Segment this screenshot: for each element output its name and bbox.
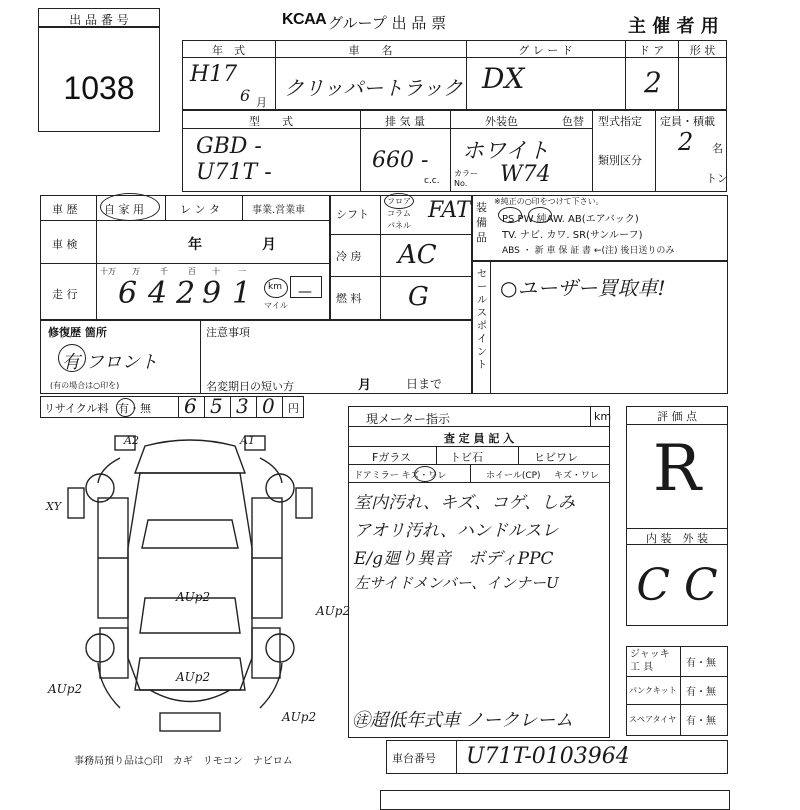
displacement-label: 排 気 量 — [385, 115, 425, 128]
month-unit: 月 — [256, 96, 267, 109]
grade-value: DX — [482, 62, 525, 95]
damage-mark: A2 — [124, 434, 139, 447]
shape-label: 形 状 — [689, 44, 716, 57]
color-code-value: W74 — [500, 162, 551, 187]
repair-circle — [58, 344, 86, 372]
equipment-line-2: TV. ナビ. カワ. SR(サンルーフ) — [502, 230, 643, 241]
chassis-value: U71T-0103964 — [466, 744, 630, 769]
chassis-label: 車台番号 — [392, 752, 436, 765]
bottom-box — [380, 790, 730, 810]
history-commercial: 事業.営業車 — [252, 205, 306, 216]
digit-label: 万 — [132, 267, 140, 276]
inspection-comment: アオリ汚れ、ハンドルスレ — [354, 521, 559, 541]
name-change-month: 月 — [358, 378, 372, 393]
yen-unit: 円 — [288, 402, 299, 415]
jack-value: 有・無 — [686, 658, 716, 669]
repair-label: 修復歴 箇所 — [48, 326, 107, 339]
private-circle — [100, 193, 160, 221]
interior-exterior-score: C C — [636, 560, 718, 611]
cc-unit: c.c. — [424, 176, 440, 186]
wheel-scratch-label: キズ・ワレ — [554, 471, 599, 481]
color-code-label: カラー No. — [454, 169, 478, 188]
damage-mark: AUp2 — [176, 590, 211, 604]
capacity-unit: 名 — [712, 142, 723, 155]
lot-label: 出 品 番 号 — [69, 13, 129, 27]
car-diagram — [40, 428, 340, 738]
shift-value: FAT — [428, 198, 471, 223]
door-label: ド ア — [638, 44, 665, 57]
notes-label: 注意事項 — [206, 326, 250, 339]
jack-label: ジャッキ 工 具 — [630, 649, 670, 673]
displacement-value: 660 - — [372, 148, 429, 173]
shaken-month: 月 — [262, 237, 276, 253]
mileage-dash: — — [298, 284, 312, 300]
ps-circle — [498, 207, 522, 223]
km-unit: km — [268, 282, 282, 292]
year-value: H17 — [190, 62, 238, 87]
sales-point-text: ○ユーザー買取車! — [500, 276, 666, 300]
damage-mark: A1 — [240, 434, 255, 447]
mileage-digit: 1 — [232, 276, 252, 311]
equipment-side-label: 装 備 品 — [476, 201, 487, 244]
inspection-comment: E/g廻り異音 ボディPPC — [354, 549, 554, 569]
damage-mark: AUp2 — [316, 604, 351, 618]
inspection-footer: ㊟超低年式車 ノークレーム — [352, 710, 574, 731]
class-label: 類別区分 — [598, 154, 642, 167]
sales-point-label: セールスポイント — [477, 269, 487, 371]
model-code-label: 型 式 — [249, 115, 293, 128]
shift-panel: パネル — [387, 221, 411, 230]
digit-label: 百 — [188, 267, 196, 276]
equipment-note: ※純正の○印をつけて下さい。 — [494, 197, 604, 206]
page-title: グループ 出 品 票 — [328, 14, 447, 32]
shaken-label: 車 検 — [52, 238, 78, 251]
pw-circle — [528, 207, 552, 223]
digit-label: 千 — [160, 267, 168, 276]
name-change-day: 日まで — [406, 377, 443, 391]
mileage-digit: 6 — [118, 276, 138, 311]
equipment-line-1: PS PW 純AW. AB(エアバック) — [502, 214, 639, 225]
car-name-label: 車 名 — [348, 44, 393, 57]
model-code-2: U71T - — [196, 160, 272, 185]
grade-score: R — [652, 432, 702, 506]
equipment-line-3: ABS ・ 新 車 保 証 書 ←(注) 後日送りのみ — [502, 246, 675, 256]
fuel-label: 燃 料 — [336, 292, 362, 305]
color-value: ホワイト — [462, 139, 550, 164]
grade-label: グ レ ー ド — [518, 44, 573, 57]
digit-label: 十 — [212, 267, 220, 276]
crack-label: ヒビワレ — [534, 451, 578, 464]
shift-floor: フロア — [387, 197, 411, 206]
recycle-digit: 6 — [184, 394, 197, 418]
digit-label: 十万 — [100, 267, 116, 276]
car-name-value: クリッパートラック — [284, 76, 463, 100]
mileage-digit: 4 — [148, 276, 168, 311]
puncture-kit-label: パンクキット — [629, 686, 677, 695]
name-change-label: 名変期日の短い方 — [206, 380, 294, 393]
mileage-digit: 2 — [176, 276, 196, 311]
aircon-label: 冷 房 — [336, 250, 362, 263]
meter-km: km — [594, 410, 612, 423]
model-code-1: GBD - — [196, 134, 262, 159]
recycle-circle — [116, 398, 135, 417]
door-value: 2 — [644, 66, 662, 99]
history-rental: レ ン タ — [180, 203, 220, 216]
damage-mark: AUp2 — [176, 670, 211, 684]
damage-mark: AUp2 — [48, 682, 83, 696]
shaken-year: 年 — [188, 237, 202, 253]
recycle-digit: 3 — [236, 394, 249, 418]
meter-label: 現メーター指示 — [366, 412, 451, 426]
capacity-value: 2 — [678, 128, 694, 156]
office-note: 事務局預り品は○印 カギ リモコン ナビロム — [74, 756, 293, 767]
recycle-digit: 0 — [262, 394, 275, 418]
history-label: 車 歴 — [52, 203, 78, 216]
ton-unit: トン — [706, 172, 728, 185]
year-label: 年 式 — [212, 44, 245, 57]
brand-logo: KCAA — [282, 11, 327, 28]
aircon-value: AC — [398, 240, 437, 270]
shift-label: シフト — [336, 208, 369, 221]
capacity-label: 定員・積載 — [660, 115, 715, 128]
interior-exterior-label: 内 装 外 装 — [646, 532, 708, 545]
inspection-comment: 室内汚れ、キズ、コゲ、しみ — [354, 493, 575, 513]
spare-tire-value: 有・無 — [686, 716, 716, 727]
damage-mark: XY — [46, 500, 62, 513]
inspector-label: 査 定 員 記 入 — [443, 432, 515, 445]
mileage-label: 走 行 — [52, 288, 78, 301]
floor-circle — [384, 193, 414, 209]
damage-mark: AUp2 — [282, 710, 317, 724]
inspection-comment: 左サイドメンバー、インナーU — [354, 574, 559, 592]
owner-use-label: 主 催 者 用 — [628, 16, 719, 37]
digit-label: 一 — [238, 267, 246, 276]
mirror-label: ドアミラー キズ・ワレ — [354, 471, 447, 481]
type-designation-label: 型式指定 — [598, 115, 642, 128]
shift-column: コラム — [387, 209, 411, 218]
mileage-digit: 9 — [202, 276, 222, 311]
repair-hint: (有の場合は○印を) — [50, 381, 120, 390]
puncture-kit-value: 有・無 — [686, 687, 716, 698]
km-circle — [264, 278, 288, 298]
lot-number: 1038 — [63, 70, 135, 106]
fuel-value: G — [408, 282, 429, 312]
recycle-label: リサイクル料 — [44, 402, 109, 415]
color-change-label: 色替 — [562, 115, 584, 128]
recycle-options: 有・無 — [118, 402, 151, 415]
color-label: 外装色 — [485, 115, 518, 128]
mile-unit: マイル — [264, 301, 288, 310]
spare-tire-label: スペアタイヤ — [629, 715, 677, 724]
repair-value: 有 フロント — [62, 352, 158, 373]
month-value: 6 — [240, 86, 251, 105]
history-private: 自 家 用 — [104, 203, 144, 216]
glass-label: Fガラス — [372, 451, 411, 464]
recycle-digit: 5 — [210, 394, 223, 418]
mirror-circle — [414, 466, 436, 482]
chip-label: トビ石 — [450, 451, 483, 464]
grade-score-label: 評 価 点 — [657, 410, 697, 423]
wheel-label: ホイール(CP) — [486, 471, 541, 481]
